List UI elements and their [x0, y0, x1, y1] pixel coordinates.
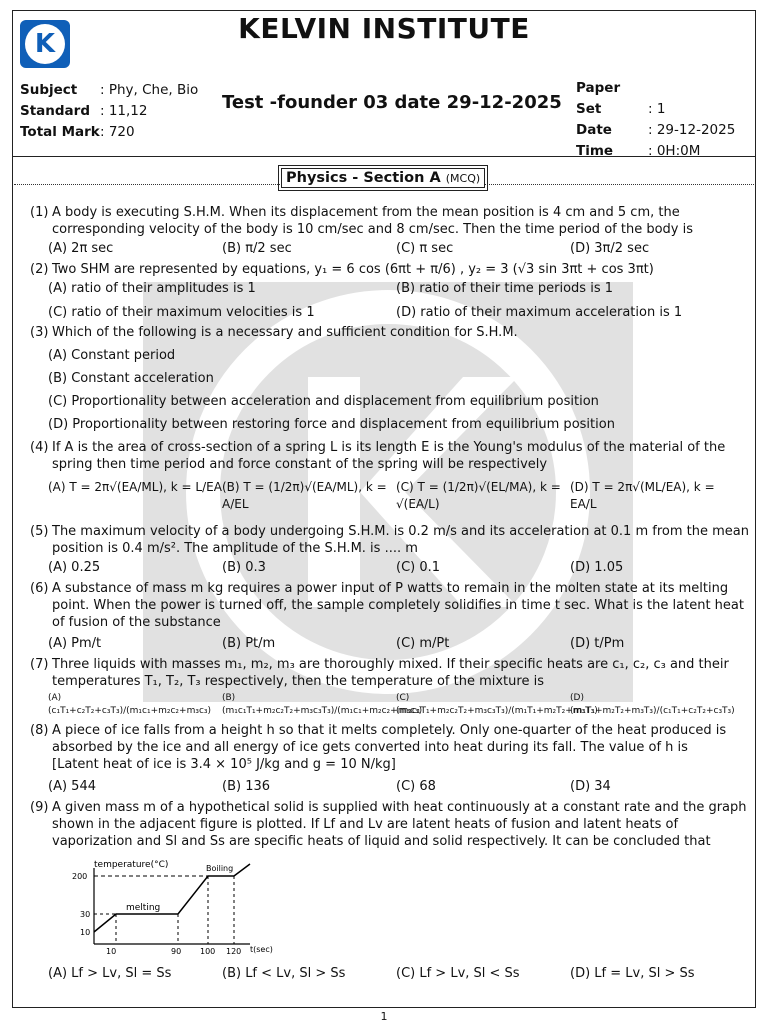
option-a: (A) (c₁T₁+c₂T₂+c₃T₃)/(m₁c₁+m₂c₂+m₃c₃) [48, 693, 212, 716]
page-number: 1 [380, 1010, 388, 1023]
option-d: (D) 34 [570, 779, 611, 794]
question-6 [30, 580, 756, 652]
graph-curve [94, 864, 250, 932]
section-title-box [281, 168, 485, 188]
question-text-cont: of fusion of the substance [52, 615, 221, 630]
question-number: (6) [30, 581, 49, 596]
option-d: (D) Lf = Lv, Sl > Ss [570, 966, 695, 981]
option-c: (C) (m₁c₁T₁+m₂c₂T₂+m₃c₃T₃)/(m₁T₁+m₂T₂+m₃T₃) [396, 693, 598, 716]
graph-xlabel: t(sec) [250, 945, 273, 954]
question-text-cont: temperatures T₁, T₂, T₃ respectively, then the temperature of the mixture is [52, 674, 544, 689]
question-number: (8) [30, 723, 49, 738]
section-tag: (MCQ) [445, 172, 481, 185]
option-a: (A) 2π sec [48, 241, 114, 256]
option-b: (B) π/2 sec [222, 241, 292, 256]
total-value: : 720 [100, 124, 135, 140]
option-c: (C) 68 [396, 779, 436, 794]
option-b: (B) 136 [222, 779, 271, 794]
option-d: (D) t/Pm [570, 636, 625, 651]
question-text: The maximum velocity of a body undergoing S.H.M. is 0.2 m/s and its acceleration at 0.1 m from the mean [52, 524, 749, 539]
date-value: : 29-12-2025 [648, 122, 736, 138]
graph-ytick: 10 [80, 928, 91, 937]
question-number: (1) [30, 205, 49, 220]
option-d: (D) 3π/2 sec [570, 241, 650, 256]
graph-xtick: 10 [106, 947, 117, 956]
option-b: (B) Lf < Lv, Sl > Ss [222, 966, 346, 981]
graph-label-melting: melting [126, 903, 161, 913]
option-c: (C) Lf > Lv, Sl < Ss [396, 966, 520, 981]
option-a: (A) Constant period [48, 348, 176, 363]
question-8 [30, 722, 756, 795]
graph-label-boiling: Boiling [206, 864, 234, 873]
institute-name: KELVIN INSTITUTE [238, 12, 530, 45]
question-5 [30, 523, 756, 576]
graph-xtick: 90 [171, 947, 182, 956]
question-number: (4) [30, 440, 49, 455]
option-c: (C) ratio of their maximum velocities is 1 [48, 305, 315, 320]
k-logo-icon: K [25, 24, 65, 64]
question-number: (5) [30, 524, 49, 539]
total-label: Total Mark [20, 124, 100, 140]
question-9 [30, 799, 756, 982]
question-1 [30, 204, 756, 257]
question-number: (2) [30, 262, 49, 277]
question-text-cont: [Latent heat of ice is 3.4 × 10⁵ J/kg and g = 10 N/kg] [52, 757, 396, 772]
section-title: Physics - Section A [286, 170, 441, 186]
paperset-label: Paper Set [576, 80, 621, 117]
option-c: (C) 0.1 [396, 560, 441, 575]
question-text: A body is executing S.H.M. When its displacement from the mean position is 4 cm and 5 cm, the [52, 205, 680, 220]
question-text-cont: vaporization and Sl and Ss are specific heats of liquid and solid respectively. It can be concluded that [52, 834, 711, 849]
standard-value: : 11,12 [100, 103, 148, 119]
option-b: (B) Pt/m [222, 636, 276, 651]
option-d: (D) (m₁T₁+m₂T₂+m₃T₃)/(c₁T₁+c₂T₂+c₃T₃) [570, 693, 735, 716]
option-c: (C) T = (1/2π)√(EL/MA), k = √(EA/L) [396, 480, 561, 511]
graph-xtick: 100 [200, 947, 216, 956]
question-3 [30, 324, 756, 433]
option-a: (A) Lf > Lv, Sl = Ss [48, 966, 172, 981]
standard-label: Standard [20, 103, 90, 119]
meta-left [20, 80, 198, 143]
question-number: (7) [30, 657, 49, 672]
meta-right [576, 78, 735, 162]
option-a: (A) 544 [48, 779, 96, 794]
question-text: Two SHM are represented by equations, y₁ = 6 cos (6πt + π/6) , y₂ = 3 (√3 sin 3πt + cos 3πt) [52, 262, 654, 277]
question-text-cont: point. When the power is turned off, the sample completely solidifies in time t sec. What is the latent heat [52, 598, 744, 613]
option-b: (B) T = (1/2π)√(EA/ML), k = A/EL [222, 480, 387, 511]
option-b: (B) (m₁c₁T₁+m₂c₂T₂+m₃c₃T₃)/(m₁c₁+m₂c₂+m₃c₃) [222, 693, 423, 716]
graph-ytick: 30 [80, 910, 91, 919]
question-text: A piece of ice falls from a height h so that it melts completely. Only one-quarter of the heat produced is [52, 723, 727, 738]
question-text: A given mass m of a hypothetical solid is supplied with heat continuously at a constant rate and the graph [52, 800, 747, 815]
test-title: Test -founder 03 date 29-12-2025 [222, 92, 562, 113]
header-divider [12, 156, 756, 157]
option-d: (D) 1.05 [570, 560, 624, 575]
question-number: (9) [30, 800, 49, 815]
option-a: (A) T = 2π√(EA/ML), k = L/EA [48, 480, 222, 494]
question-text-cont: absorbed by the ice and all energy of ice gets converted into heat during its fall. The value of h is [52, 740, 688, 755]
question-text-cont: corresponding velocity of the body is 10 cm/sec and 8 cm/sec. Then the time period of the body is [52, 222, 693, 237]
graph-ylabel: temperature(°C) [94, 860, 169, 870]
question-text: A substance of mass m kg requires a power input of P watts to remain in the molten state at its melting [52, 581, 729, 596]
question-number: (3) [30, 325, 49, 340]
option-b: (B) Constant acceleration [48, 371, 214, 386]
time-label: Time [576, 143, 614, 159]
option-c: (C) Proportionality between acceleration and displacement from equilibrium position [48, 394, 599, 409]
date-label: Date [576, 122, 612, 138]
option-a: (A) Pm/t [48, 636, 102, 651]
question-text-cont: spring then time period and force constant of the spring will be respectively [52, 457, 548, 472]
option-b: (B) 0.3 [222, 560, 266, 575]
subject-label: Subject [20, 82, 78, 98]
question-2 [30, 261, 756, 321]
question-text: Three liquids with masses m₁, m₂, m₃ are thoroughly mixed. If their specific heats are c₁, c₂, c₃ and their [52, 657, 729, 672]
graph-xtick: 120 [226, 947, 242, 956]
paperset-value: : 1 [648, 101, 666, 117]
temperature-time-graph [54, 856, 284, 956]
option-d: (D) T = 2π√(ML/EA), k = EA/L [570, 480, 715, 511]
questions-list [30, 204, 756, 984]
option-d: (D) ratio of their maximum acceleration is 1 [396, 305, 683, 320]
option-a: (A) 0.25 [48, 560, 101, 575]
question-4 [30, 439, 756, 513]
time-value: : 0H:0M [648, 143, 701, 159]
question-text-cont: shown in the adjacent figure is plotted. If Lf and Lv are latent heats of fusion and latent heats of [52, 817, 679, 832]
question-text: If A is the area of cross-section of a spring L is its length E is the Young's modulus of the material of the [52, 440, 726, 455]
subject-value: : Phy, Che, Bio [100, 82, 199, 98]
option-b: (B) ratio of their time periods is 1 [396, 281, 613, 296]
graph-ytick: 200 [72, 872, 88, 881]
option-c: (C) π sec [396, 241, 454, 256]
option-c: (C) m/Pt [396, 636, 450, 651]
option-d: (D) Proportionality between restoring force and displacement from equilibrium position [48, 417, 615, 432]
question-text-cont: position is 0.4 m/s². The amplitude of the S.H.M. is .... m [52, 541, 418, 556]
question-7 [30, 656, 756, 718]
question-text: Which of the following is a necessary and sufficient condition for S.H.M. [52, 325, 518, 340]
option-a: (A) ratio of their amplitudes is 1 [48, 281, 256, 296]
